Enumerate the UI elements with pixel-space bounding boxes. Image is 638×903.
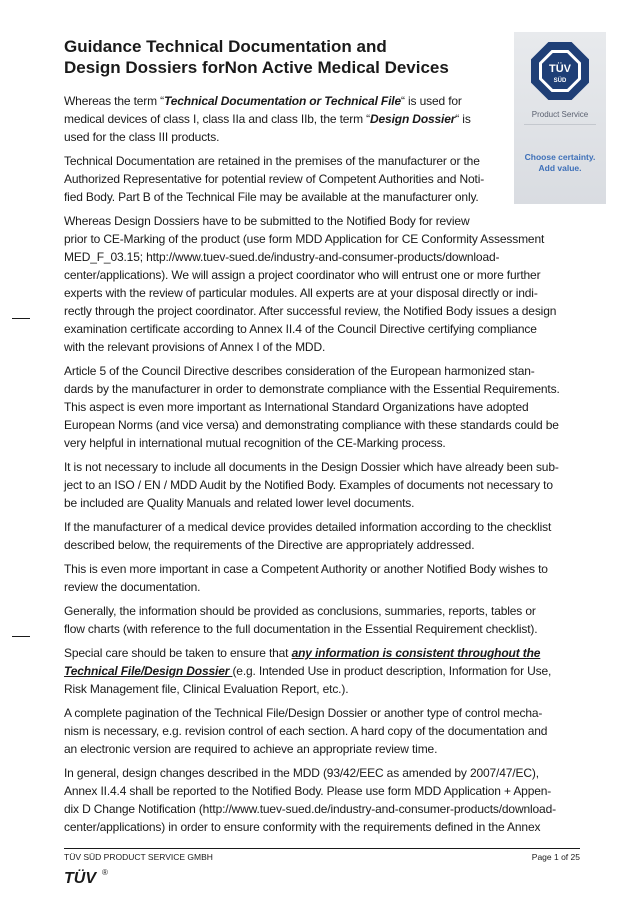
paragraph-consistency: Special care should be taken to ensure that any information is consistent throughout the Technical File/Design Dossier (e.g. Intended Use in product description, Information for Use, Risk Management file, Clinical Evaluation Report, etc.). xyxy=(64,646,552,696)
paragraph-design-changes: In general, design changes described in the MDD (93/42/EEC as amended by 2007/47/EC), Annex II.4.4 shall be reported to the Notified Body. Please use form MDD Application + Appen- dix D Change Notification (http://www.tuev-sued.de/industry-and-consumer-products/download- center/applications) in order to ensure conformity with the requirements defined in the Annex xyxy=(64,766,556,834)
emphasis-technical-file-dossier: Technical File/Design Dossier xyxy=(64,664,233,678)
footer-company: TÜV SÜD PRODUCT SERVICE GMBH xyxy=(64,852,213,862)
emphasis-technical-file: Technical Documentation or Technical File xyxy=(164,94,402,108)
emphasis-consistency: any information is consistent throughout the xyxy=(291,646,541,660)
footer-tuv-logo-icon xyxy=(64,866,124,888)
slogan-line-1: Choose certainty. xyxy=(524,152,596,162)
footer-logo-registered: ® xyxy=(102,868,108,877)
paragraph-terms: Whereas the term “Technical Documentation or Technical File“ is used for medical devices of class I, class IIa and class IIb, the term “Design Dossier“ is used for the class III products. xyxy=(64,94,471,144)
product-service-label: Product Service xyxy=(531,110,589,119)
paragraph-retention: Technical Documentation are retained in the premises of the manufacturer or the Authorized Representative for potential review of Competent Authorities and Noti- fied Body. Part B of the Technical File may be available at the manufacturer only. xyxy=(64,154,485,204)
logo-text: TÜV xyxy=(549,63,571,75)
paragraph-checklist: If the manufacturer of a medical device provides detailed information according to the checklist described below, the requirements of the Directive are appropriately addressed. xyxy=(64,520,552,552)
logo-subtext: SÜD xyxy=(553,78,567,84)
title-line-2: Design Dossiers forNon Active Medical Devices xyxy=(64,58,449,77)
emphasis-design-dossier: Design Dossier xyxy=(370,112,456,126)
footer-logo-text: TÜV xyxy=(64,870,96,887)
paragraph-submission: Whereas Design Dossiers have to be submitted to the Notified Body for review prior to CE-Marking of the product (use form MDD Application for CE Conformity Assessment MED_F_03.15; http://www.tuev-sued.de/industry-and-consumer-products/download- center/applications). We will assign a project coordinator who will entrust one or more further experts with the review of particular modules. All experts are at your disposal directly or indi- rectly through the project coordinator. After successful review, the Notified Body issues a design examination certificate according to Annex II.4 of the Council Directive certifying compliance with the relevant provisions of Annex I of the MDD. xyxy=(64,214,557,354)
document-title xyxy=(64,36,504,78)
margin-punch-mark xyxy=(12,636,30,637)
document-body xyxy=(64,92,580,842)
paragraph-harmonized-standards: Article 5 of the Council Directive describes consideration of the European harmonized stan- dards by the manufacturer in order to demonstrate compliance with the Essential Requirements. This aspect is even more important as International Standard Organizations have adopted European Norms (and vice versa) and demonstrating compliance with these standards could be very helpful in international mutual recognition of the CE-Marking process. xyxy=(64,364,560,450)
slogan-line-2: Add value. xyxy=(538,163,582,173)
paragraph-pagination: A complete pagination of the Technical File/Design Dossier or another type of control mecha- nism is necessary, e.g. revision control of each section. A hard copy of the documentation and an electronic version are required to achieve an appropriate review time. xyxy=(64,706,548,756)
paragraph-competent-authority: This is even more important in case a Competent Authority or another Notified Body wishes to review the documentation. xyxy=(64,562,548,594)
footer-divider xyxy=(64,848,580,849)
page-number: Page 1 of 25 xyxy=(531,852,580,862)
paragraph-information-format: Generally, the information should be provided as conclusions, summaries, reports, tables or flow charts (with reference to the full documentation in the Essential Requirement checklist). xyxy=(64,604,538,636)
margin-fold-mark xyxy=(12,318,30,319)
paragraph-audited-documents: It is not necessary to include all documents in the Design Dossier which have already been sub- ject to an ISO / EN / MDD Audit by the Notified Body. Examples of documents not necessary to be included are Quality Manuals and related lower level documents. xyxy=(64,460,559,510)
title-line-1: Guidance Technical Documentation and xyxy=(64,37,387,56)
